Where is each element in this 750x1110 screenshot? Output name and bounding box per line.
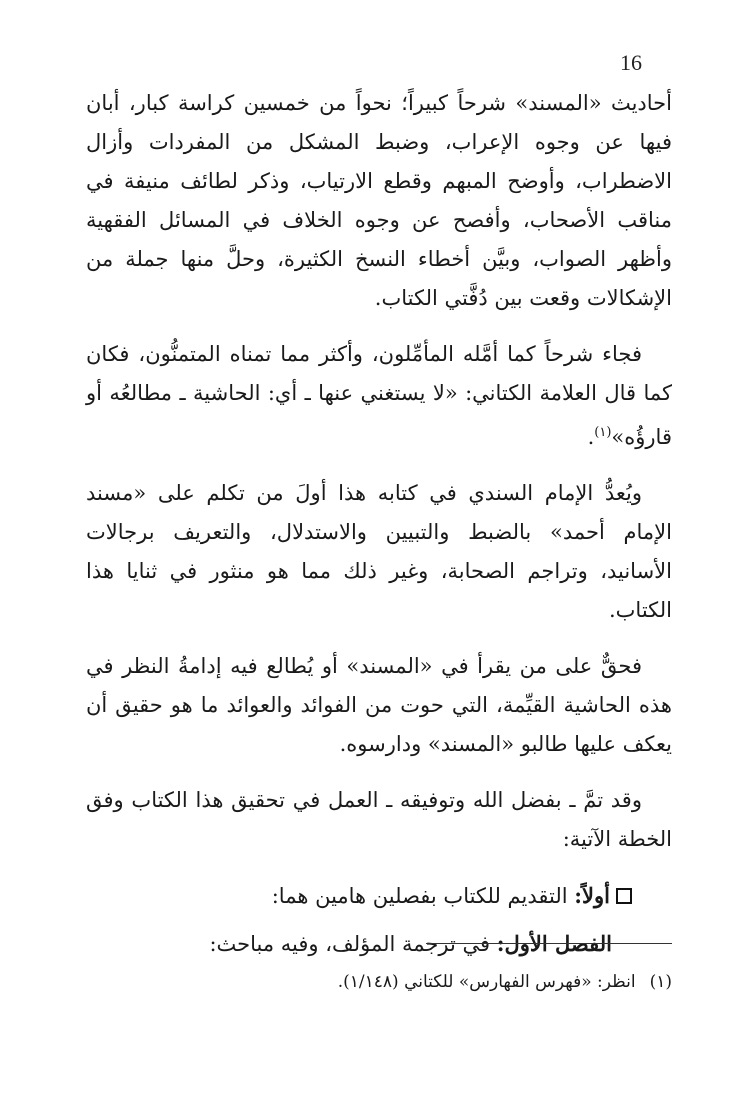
footnote-reference[interactable]: (١)	[594, 425, 612, 440]
chapter-heading	[86, 924, 672, 964]
footnote-divider	[426, 943, 672, 944]
plan-item-text: التقديم للكتاب بفصلين هامين هما:	[271, 884, 575, 908]
footnote	[86, 968, 672, 996]
footnote-text: انظر: «فهرس الفهارس» للكتاني (١/١٤٨).	[337, 972, 636, 992]
paragraph-4: فحقٌّ على من يقرأ في «المسند» أو يُطالع فيه إدامةُ النظر في هذه الحاشية القيِّمة، التي حوت من الفوائد والعوائد ما هو حقيق أن يعكف عليها طالبو «المسند» ودارسوه.	[86, 654, 672, 756]
paragraph-1: أحاديث «المسند» شرحاً كبيراً؛ نحواً من خمسين كراسة كبار، أبان فيها عن وجوه الإعراب، وضبط المشكل من المفردات وأزال الاضطراب، وأوضح المبهم وقطع الارتياب، وذكر لطائف منيفة في مناقب الأصحاب، وأفصح عن وجوه الخلاف في المسائل الفقهية وأظهر الصواب، وبيَّن أخطاء النسخ الكثيرة، وحلَّ منها جملة من الإشكالات وقعت بين دُفَّتي الكتاب.	[86, 91, 672, 310]
paragraph-2-end: .	[587, 425, 595, 449]
chapter-label: الفصل الأول:	[496, 931, 612, 956]
paragraph-2-text: فجاء شرحاً كما أمَّله المأمِّلون، وأكثر مما تمناه المتمنُّون، فكان كما قال العلامة الكتاني: «لا يستغني عنها ـ أي: الحاشية ـ مطالعُه أو قارؤُه»	[86, 342, 672, 449]
paragraph-2	[86, 335, 672, 457]
page-number: 16	[620, 50, 642, 75]
paragraph-5: وقد تمَّ ـ بفضل الله وتوفيقه ـ العمل في تحقيق هذا الكتاب وفق الخطة الآتية:	[86, 788, 672, 851]
footnote-number: (١)	[649, 972, 672, 992]
plan-item-first	[86, 876, 672, 916]
plan-item-label: أولاً:	[574, 883, 610, 908]
main-text	[86, 84, 672, 964]
square-bullet-icon	[616, 888, 632, 904]
chapter-text: في ترجمة المؤلف، وفيه مباحث:	[209, 932, 497, 956]
paragraph-3: ويُعدُّ الإمام السندي في كتابه هذا أولَ من تكلم على «مسند الإمام أحمد» بالضبط والتبيين والاستدلال، والتعريف برجالات الأسانيد، وتراجم الصحابة، وغير ذلك مما هو منثور في ثنايا هذا الكتاب.	[86, 481, 672, 622]
